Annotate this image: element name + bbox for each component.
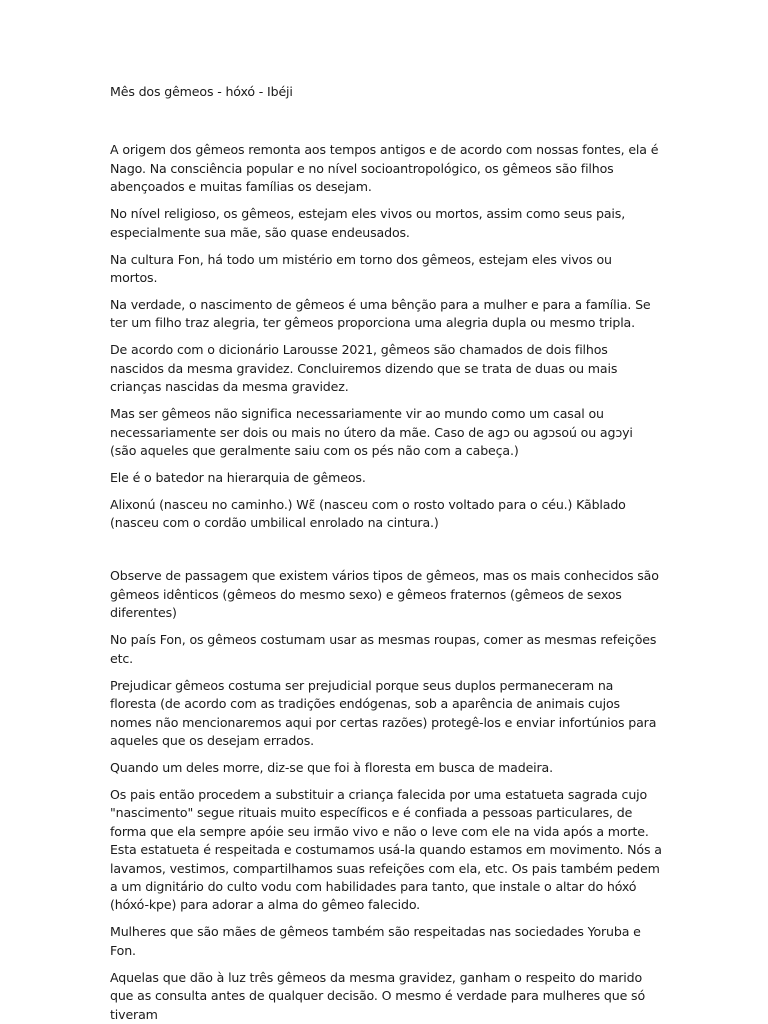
paragraph: Aquelas que dão à luz três gêmeos da mesma gravidez, ganham o respeito do marido que as consulta antes de qualquer decisão. O mesmo é verdade para mulheres que só tiveram bbox=[110, 969, 646, 1022]
paragraph: Quando um deles morre, diz-se que foi à floresta em busca de madeira. bbox=[110, 759, 553, 775]
paragraph: A origem dos gêmeos remonta aos tempos antigos e de acordo com nossas fontes, ela é Nago. Na consciência popular e no nível socioantropológico, os gêmeos são filhos abençoados e muitas famílias os desejam. bbox=[110, 142, 659, 195]
paragraph: Na cultura Fon, há todo um mistério em torno dos gêmeos, estejam eles vivos ou mortos. bbox=[110, 251, 612, 286]
paragraph: No país Fon, os gêmeos costumam usar as mesmas roupas, comer as mesmas refeições etc. bbox=[110, 632, 657, 666]
paragraph: Os pais então procedem a substituir a criança falecida por uma estatueta sagrada cujo "nascimento" segue rituais muito específicos e é confiada a pessoas particulares, de forma que ela sempre apóie seu irmão vivo e não o leve com ele na vida após a morte. Esta estatueta é respeitada e costumamos usá-la quando estamos em movimento. Nós a lavamos, vestimos, compartilhamos suas refeições com ela, etc. Os pais também pedem a um dignitário do culto vodu com habilidades para tanto, que instale o altar do hóxó (hóxó-kpe) para adorar a alma do gêmeo falecido. bbox=[110, 786, 662, 913]
paragraph: Prejudicar gêmeos costuma ser prejudicial porque seus duplos permaneceram na floresta (de acordo com as tradições endógenas, sob a aparência de animais cujos nomes não mencionaremos aqui por certas razões) protegê-los e enviar infortúnios para aqueles que os desejam errados. bbox=[110, 677, 657, 748]
paragraph: Observe de passagem que existem vários tipos de gêmeos, mas os mais conhecidos são gêmeos idênticos (gêmeos do mesmo sexo) e gêmeos fraternos (gêmeos de sexos diferentes) bbox=[110, 568, 659, 621]
paragraph: No nível religioso, os gêmeos, estejam eles vivos ou mortos, assim como seus pais, especialmente sua mãe, são quase endeusados. bbox=[110, 206, 626, 240]
paragraph: Mas ser gêmeos não significa necessariamente vir ao mundo como um casal ou necessariamente ser dois ou mais no útero da mãe. Caso de agɔ ou agɔsoú ou agɔyi (são aqueles que geralmente saiu com os pés não com a cabeça.) bbox=[110, 406, 633, 459]
spacer bbox=[110, 541, 662, 567]
document-title: Mês dos gêmeos - hóxó - Ibéji bbox=[110, 84, 293, 99]
paragraph: De acordo com o dicionário Larousse 2021, gêmeos são chamados de dois filhos nascidos da mesma gravidez. Concluiremos dizendo que se trata de duas ou mais crianças nascidas da mesma gravidez. bbox=[110, 342, 618, 395]
paragraph: Mulheres que são mães de gêmeos também são respeitadas nas sociedades Yoruba e Fon. bbox=[110, 924, 641, 958]
paragraph: Ele é o batedor na hierarquia de gêmeos. bbox=[110, 470, 366, 486]
paragraph: Na verdade, o nascimento de gêmeos é uma bênção para a mulher e para a família. Se ter um filho traz alegria, ter gêmeos proporciona uma alegria dupla ou mesmo tripla. bbox=[110, 297, 651, 331]
document-body bbox=[110, 83, 662, 1024]
spacer bbox=[110, 101, 662, 141]
paragraph: Alixonú (nasceu no caminho.) Wɛ̃ (nasceu com o rosto voltado para o céu.) Kãblado (nasceu com o cordão umbilical enrolado na cintura.) bbox=[110, 497, 626, 531]
